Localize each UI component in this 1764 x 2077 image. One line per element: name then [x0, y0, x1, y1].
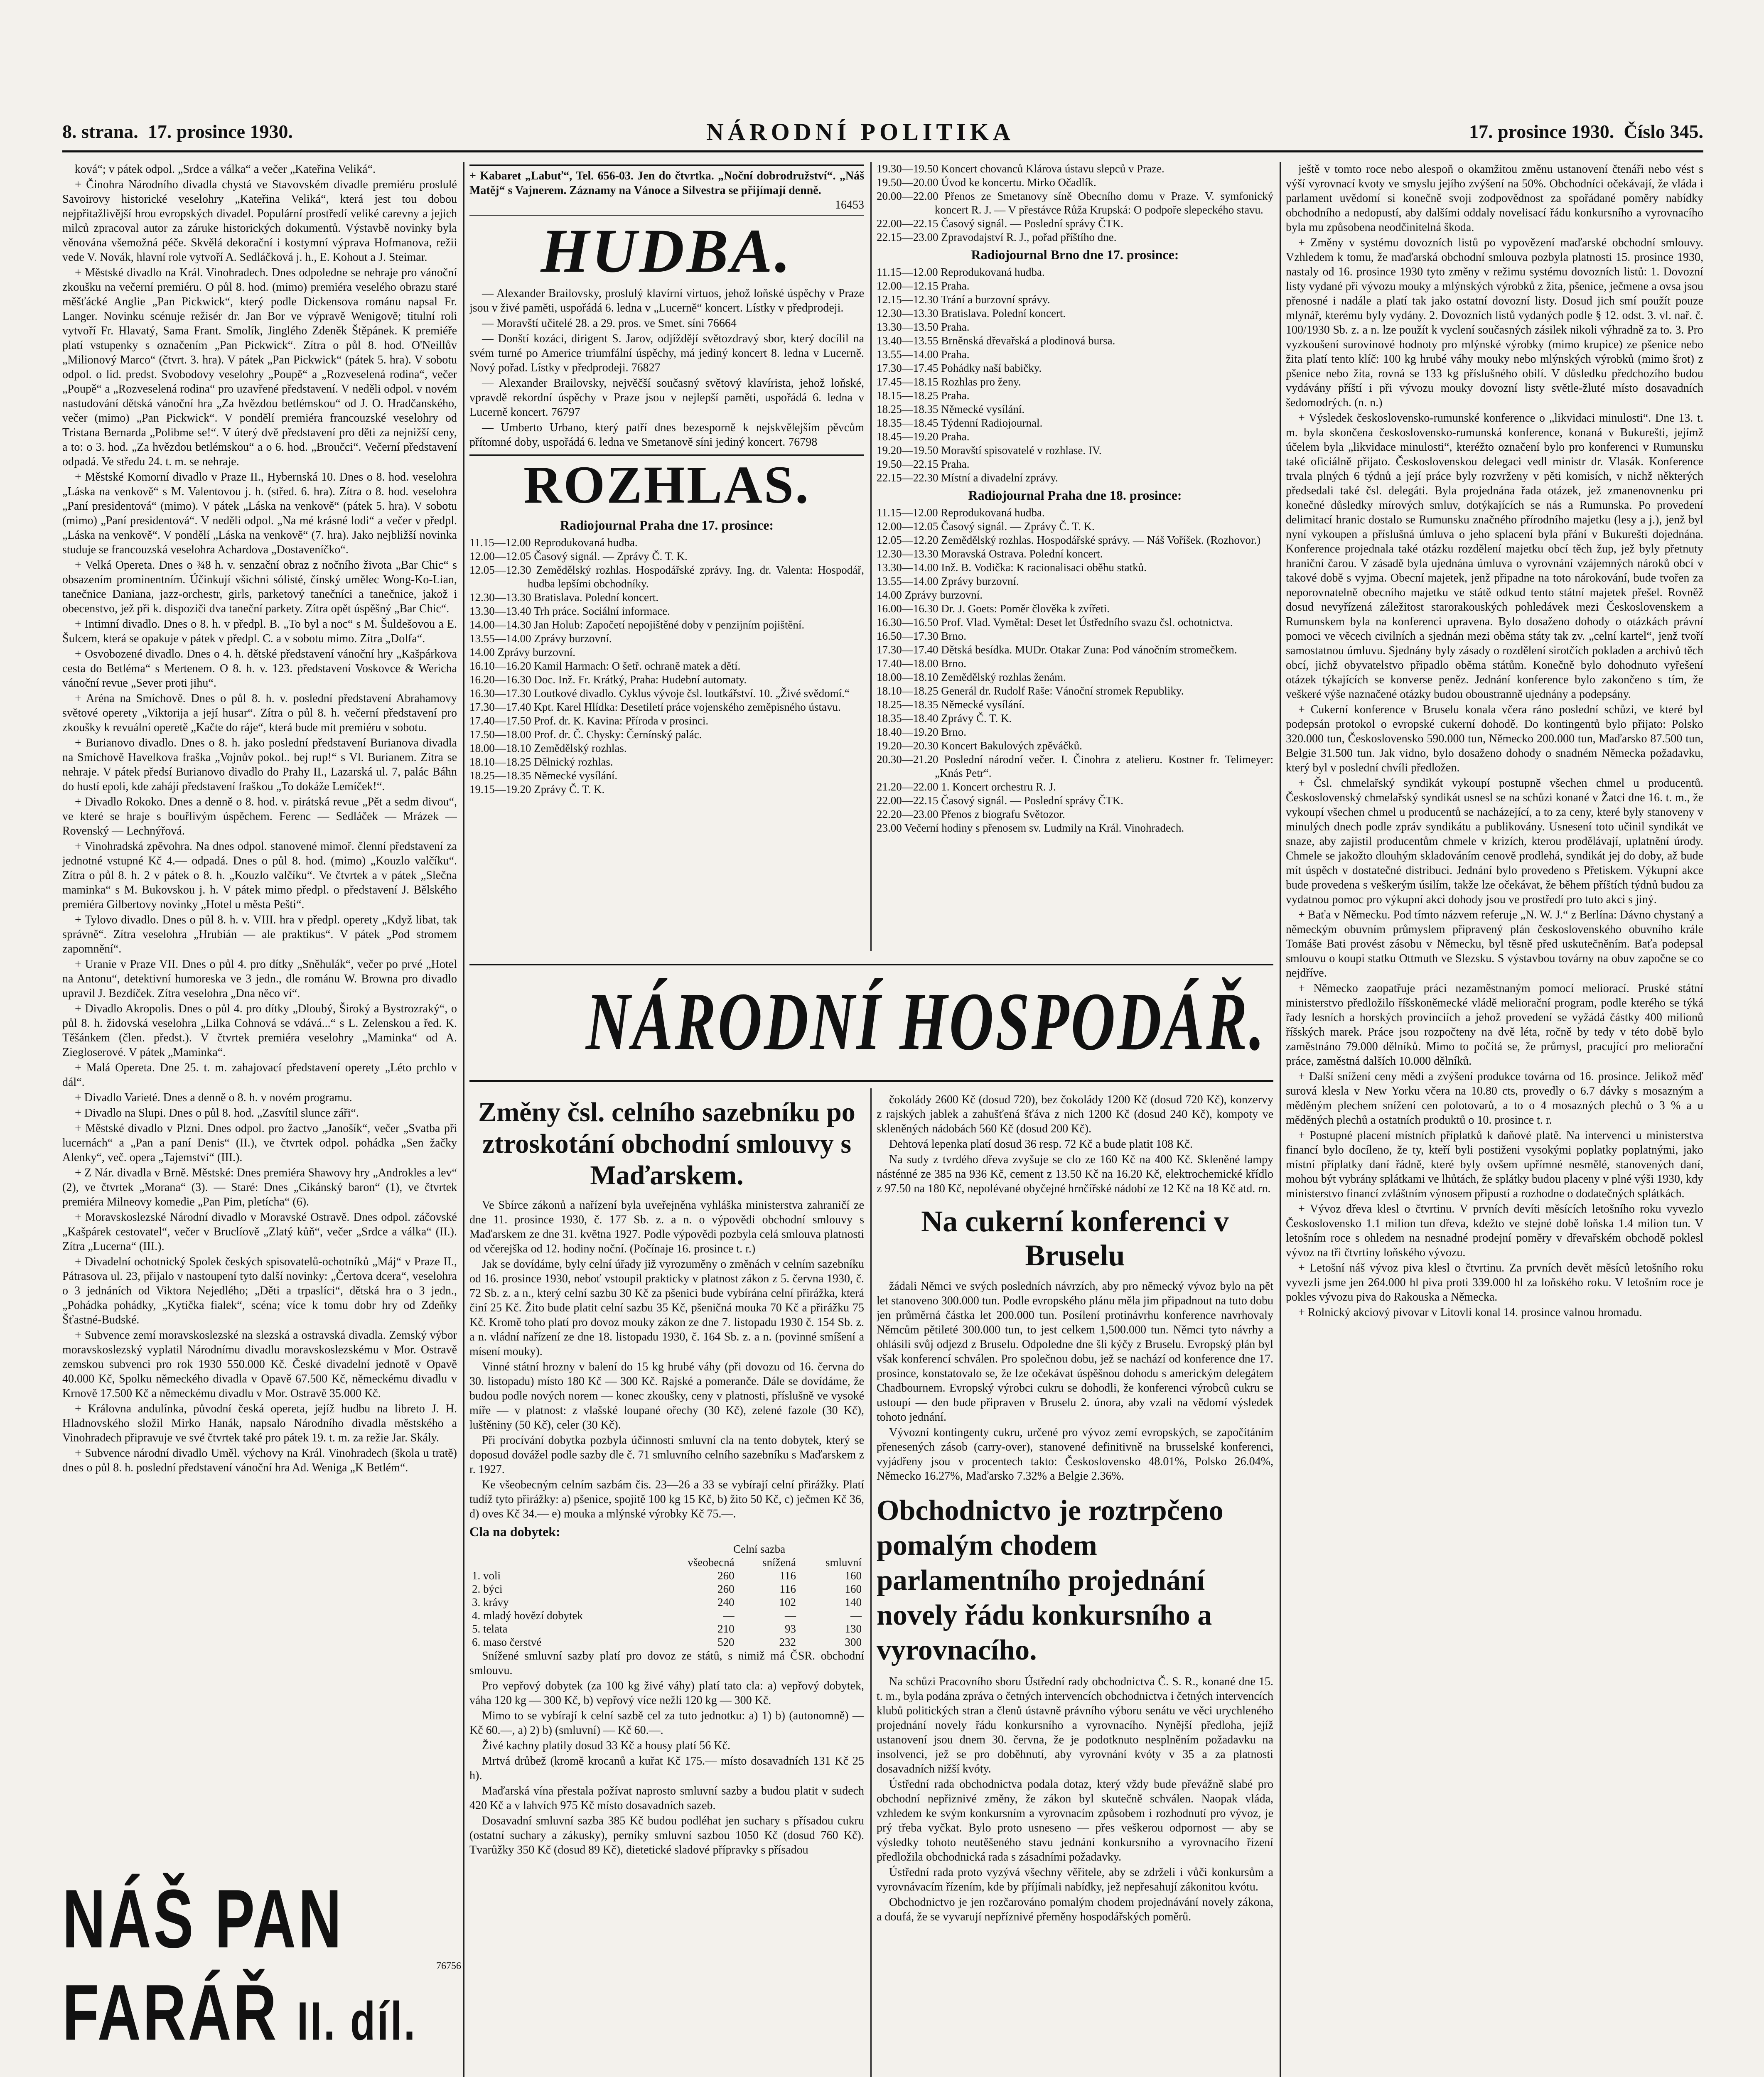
duty-table-cell: 520 — [717, 1636, 735, 1648]
radio-schedule-item: 20.30—21.20 Poslední národní večer. I. Činohra z atelieru. Kostner fr. Telimeyer: „Knás Petr“. — [877, 753, 1273, 779]
radio-schedule-item: 18.10—18.25 Dělnický rozhlas. — [469, 756, 613, 768]
duty-table-cell: 140 — [845, 1596, 862, 1608]
column-divider — [1280, 162, 1281, 2077]
duty-col-contract: smluvní — [825, 1556, 862, 1569]
radio-schedule-item: 12.00—12.05 Časový signál. — Zprávy Č. T. K. — [877, 520, 1095, 533]
economy-news-item: + Výsledek československo-rumunské konference o „likvidaci minulosti“. Dne 13. t. m. byla skončena československo-rumunská konference, konaná v Bukurešti, jejímž účelem byla „likvidace minulosti“, kteréžto označení bylo pro konferenci v Rumunsku také oficiálně přijato. Československou delegaci vedl ministr dr. Vlasák. Konference trvala plných 6 týdnů a její práce byly rozvrženy v pěti komisích, v nichž některých předsedali také čsl. delegáti. Byla projednána řada otázek, jež zmanenovnenku pri konečné důsledky mírových smluv, dotýkajících se nás a Rumunska. Po provedení delimitací hranic dostalo se Rumunsku značného přírodního majetku (lesy a j.), jenž byl nyní vykoupen a příslušná úmluva o jeho splacení byla přání v Bukurešti dojednána. Konference projednala také otázku rozdělení majetku obcí těch žup, jež byly přetnuty hraniční čarou. V zásadě byla ujednána úmluva o vyrovnání vzájemných nároků obcí v takové době s vyjma. Obecní majetek, jenž připadne na toto nárokování, bude tvořen za neporovnatelně obecního majetku ve státě odkud tento státní majetek přešel. Rovněž dosud nevyřízená záležitost starorakouských pohledávek mezi Československem a Rumunskem byla na konferenci upravena. Bylo dosaženo dohody o otázkách právní pomoci ve věcech civilních a sjednán mezi oběma státy tak zv. „celní kartel“, jenž tvoří samostatnou úmluvu. Sjednány byly zásady o rozdělení sirotčích pokladen a archivů těch obcí, jichž obyvatelstvo připadlo oběma státům. Konečně bylo dohodnuto vyřešení otázek týkajících se konverse peněz. Jednání konference bylo zakončeno s tím, že veškeré výše naznačené otázky budou oboustranně ujednány a podepsány. — [1286, 412, 1703, 701]
theatre-news-item: + Divadlo Varieté. Dnes a denně o 8. h. v novém programu. — [75, 1091, 352, 1104]
duty-table-cell: — — [784, 1609, 796, 1622]
economy-news-item: + Postupné placení místních příplatků k daňové platě. Na intervenci u ministerstva financí bylo docíleno, že ty, kteří byli postiženi vysokými poplatky poplatnými, jako místní příplatky daní řádně, které byly ovšem upřímné nesmělé, stanovených daní, mohou být vybrány splátkami ve lhůtách, že splátky budou placeny v plné výši 1930, kdy ministerstvo financí zvláštním výnosem připustí a rozhodne o dodatečných splátkách. — [1286, 1129, 1703, 1200]
masthead-rule — [469, 1080, 1273, 1082]
article-paragraph: Mimo to se vybírají k celní sazbě cel za tuto jednotku: a) 1) b) (autonomně) — Kč 60.—, a) 2) b) (smluvní) — Kč 60.—. — [469, 1709, 864, 1737]
duty-table-cell: 5. telata — [472, 1623, 508, 1635]
radio-schedule-item: 22.15—23.00 Zpravodajství R. J., pořad příštího dne. — [877, 231, 1117, 243]
duty-table-cell: 232 — [779, 1636, 796, 1648]
theatre-news-item: + Moravskoslezské Národní divadlo v Moravské Ostravě. Dnes odpol. záčovské „Kašpárek cestovatel“, večer v Bruclíově „Zlatý kůň“, večer „Srdce a válka“ (II.). Zítra „Lucerna“ (III.). — [62, 1211, 457, 1253]
radio-schedule-item: 17.30—17.45 Pohádky naší babičky. — [877, 362, 1042, 374]
radio-schedule-item: 18.45—19.20 Praha. — [877, 430, 970, 443]
article-paragraph: Obchodnictvo je jen rozčarováno pomalým chodem projednávání novely zákona, a doufá, že se vyvarují nepříznivé přeměny hospodářských poměrů. — [877, 1896, 1273, 1923]
music-news-item: — Alexander Brailovsky, nejvěčší současný světový klavírista, jehož loňské, vpravdě rekordní úspěchy v Praze jsou v nejlepší paměti, uspořádá 6. ledna v Lucerně koncert. 76797 — [469, 377, 864, 419]
radio-schedule-item: 16.10—16.20 Kamil Harmach: O šetř. ochraně matek a dětí. — [469, 660, 741, 672]
economy-news-item: + Cukerní konference v Bruselu konala včera ráno poslední schůzi, ve které byl podepsán protokol o evropské cukerní dohodě. Do kontingentů bylo přijato: Polsko 320.000 tun, Československo 590.000 tun, Německo 200.000 tun, Maďarsko 87.500 tun, Belgie 31.500 tun. Jak vidno, bylo dosaženo dohody o snadném Německa požadavku, který byl v poslední chvíli předložen. — [1286, 703, 1703, 774]
theatre-news-item: + Městské Komorní divadlo v Praze II., Hybernská 10. Dnes o 8. hod. veselohra „Láska na venkově“ s M. Valentovou j. h. (střed. 6. hra). Zítra o 8. hod. veselohra „Paní presidentová“ (mimo). V pátek „Láska na venkově“ (pátek 5. hra). V sobotu (mimo) „Paní presidentová“. V neděli odpol. „Na mé krásné lodi“ a večer v předpl. „Láska na venkově“. V pondělí „Láska na venkově“ (7. hra). Jako nejbližší novinka studuje se francouzská veselohra Achardova „Dostaveníčko“. — [62, 471, 457, 556]
radio-schedule-item: 18.10—18.25 Generál dr. Rudolf Raše: Vánoční stromek Republiky. — [877, 685, 1184, 697]
kabaret-ad — [469, 164, 864, 216]
header-rule — [62, 150, 1703, 152]
radio-schedule-item: 18.00—18.10 Zemědělský rozhlas ženám. — [877, 671, 1066, 683]
theatre-news-item: + Činohra Národního divadla chystá ve Stavovském divadle premiéru proslulé Savoirovy historické veselohry „Kateřina Veliká“, která jest tou dobou nejpřitažlivější hrou evropských divadel. Populární prostředí veliké carevny a jejich milců zpracoval autor za záruke historických dokumentů. Výstavbě novinky byla věnována všemožná péče. Skvělá dekorační i kostymní výprava Hofmanova, režii vede V. Novák, hlavní role vytvoří A. Sedláčková j. h., E. Kohout a J. Steimar. — [62, 178, 457, 264]
radio-schedule-item: 13.30—13.40 Trh práce. Sociální informace. — [469, 605, 670, 617]
article-headline-obchodnictvo: Obchodnictvo je roztrpčeno pomalým chodem parlamentního projednání novely řádu konkursního a vyrovnacího. — [877, 1495, 1223, 1666]
theatre-news-item: + Divadlo Akropolis. Dnes o půl 4. pro dítky „Dloubý, Široký a Bystrozraký“, o půl 8. h. židovská veselohra „Lilka Cohnová se vdává...“ s L. Zelenskou a řed. K. Těšánkem (člen. předst.). V čtvrtek premiéra veselohry „Maminka“ od A. Ziegloserové. V pátek „Maminka“. — [62, 1002, 457, 1059]
duty-table-cell: 102 — [779, 1596, 796, 1608]
duty-table-cell: — — [723, 1609, 735, 1622]
radio-schedule-item: 13.55—14.00 Zprávy burzovní. — [469, 632, 612, 645]
duty-table-cell: 160 — [845, 1583, 862, 1595]
kabaret-ad-number: 16453 — [835, 199, 864, 211]
duty-table-head — [469, 1542, 864, 1556]
theatre-news-item: + Městské divadlo v Plzni. Dnes odpol. pro žactvo „Janošík“, večer „Svatba při lucernách“ a „Pan a paní Denis“ (II.), ve čtvrtek odpol. pohádka „Sen žačky Alenky“, več. opera „Tajemství“ (III.). — [62, 1122, 457, 1164]
radio-schedule-item: 17.40—17.50 Prof. dr. K. Kavina: Příroda v prosinci. — [469, 714, 709, 727]
duty-table-cell: 6. maso čerstvé — [472, 1636, 542, 1648]
rozhlas-subtitle: Radiojournal Praha dne 17. prosince: — [560, 518, 774, 533]
duty-table-cell: 93 — [784, 1623, 796, 1635]
radio-schedule-item: 16.50—17.30 Brno. — [877, 630, 966, 642]
article-headline: Změny čsl. celního sazebníku po ztroskotání obchodní smlouvy s Maďarskem. — [478, 1097, 855, 1191]
duty-table-cell: 160 — [845, 1569, 862, 1582]
radio-schedule-item: 11.15—12.00 Reprodukovaná hudba. — [877, 266, 1045, 278]
ad-line-2: FARÁŘ II. díl. — [62, 1969, 417, 2057]
article-paragraph: Vývozní kontingenty cukru, určené pro vývoz zemí evropských, se započítáním přenesených zásob (carry-over), stanovené definitivně na brusselské konferenci, vyjádřeny jsou v procentech takto: Československo 48.01%, Polsko 26.04%, Německo 16.27%, Maďarsko 7.32% a Belgie 2.36%. — [877, 1426, 1273, 1483]
theatre-news-item: + Velká Opereta. Dnes o ¾8 h. v. senzační obraz z nočního života „Bar Chic“ s obsazením prominentním. Účinkují všichni sólisté, čínský umělec Wong-Ko-Lian, tanečnice Daniana, jazz-orchestr, girls, parketový tanečníci a tanečnice, jakož i obecenstvo, jež při k. dispoziči dva taneční parkety. Zítra opět úspěšný „Bar Chic“. — [62, 559, 457, 615]
page-number: 8. strana. 17. prosince 1930. — [62, 121, 293, 142]
issue-info: 17. prosince 1930. Číslo 345. — [1469, 121, 1703, 142]
radio-schedule-item: 13.30—14.00 Inž. B. Vodička: K racionalisaci oběhu statků. — [877, 561, 1147, 574]
ad-number: 76756 — [436, 1961, 461, 1971]
radio-schedule-item: 19.20—19.50 Moravští spisovatelé v rozhlase. IV. — [877, 444, 1102, 457]
brno-schedule — [877, 265, 1273, 485]
article-paragraph: Vinné státní hrozny v balení do 15 kg hrubé váhy (při dovozu od 16. června do 30. listopadu) místo 180 Kč — 300 Kč. Rajské a pomeranče. Dále se dovídáme, že budou podle nových norem — konec zkoušky, ceny v platnosti, příslušně ve vysoké míře — v platnost: z vlašské loupané ořechy (30 Kč), zelené fazole (30 Kč), luštěniny (50 Kč), celer (30 Kč). — [469, 1360, 864, 1431]
page-header — [62, 120, 1703, 145]
economy-news-item: + Vývoz dřeva klesl o čtvrtinu. V prvních devíti měsících letošního roku vyvezlo Československo 1.1 milion tun dřeva, kdežto ve stejné době loňska 1.4 milion tun. V letošním roce s ohledem na nesnadné prodejní poměry v dřevařském obchodě poklesl vývoz na tři čtvrtiny loňského vývozu. — [1286, 1203, 1703, 1259]
duty-table — [469, 1542, 864, 1649]
section-title-rozhlas: ROZHLAS. — [469, 454, 864, 514]
ad-line-1: NÁŠ PAN — [62, 1873, 344, 1965]
duty-table-header: Celní sazba — [733, 1543, 786, 1555]
theatre-news-item: + Divadelní ochotnický Spolek českých spisovatelů-ochotníků „Máj“ v Praze II., Pátrasova ul. 23, přijalo v nastoupení tyto další novinky: „Čertova dcera“, veselohra o 3 jednáních od Viktora Nejedlého; „Děti a trpaslíci“, dětská hra o 3 jedn., „Pohádka pohádky, „Kytička fialek“, scéna; více k tomu dobr hry od Zdeňky Šťastné-Budské. — [62, 1255, 457, 1326]
brno-title: Radiojournal Brno dne 17. prosince: — [971, 247, 1179, 262]
radio-schedule-item: 16.30—17.30 Loutkové divadlo. Cyklus vývoje čsl. loutkářství. 10. „Živé svědomí.“ — [469, 687, 850, 700]
radio-schedule-item: 20.00—22.00 Přenos ze Smetanovy síně Obecního domu v Praze. V. symfonický koncert R. J. — V přestávce Růža Krupská: O podpoře slepeckého stavu. — [877, 190, 1273, 216]
radio-schedule-item: 19.50—22.15 Praha. — [877, 458, 970, 470]
radio-schedule-item: 19.15—19.20 Zprávy Č. T. K. — [469, 783, 605, 795]
article-paragraph: Živé kachny platily dosud 33 Kč a housy platí 56 Kč. — [482, 1739, 730, 1752]
radio-schedule-item: 13.55—14.00 Praha. — [877, 348, 970, 361]
article-paragraph: žádali Němci ve svých posledních návrzích, aby pro německý vývoz bylo na pět let stanoveno 300.000 tun. Podle evropského plánu měla jim připadnout na tuto dobu jen průměrná částka let 200.000 tun. Posílení protinávrhu konference navrhovaly Němcům pětileté 300.000 tun, to jest celkem 1,500.000 tun. Němci tyto návrhy a ohlásili svůj odjezd z Bruselu. Odpoledne dne šli kýčy z Bruselu. Evropský plán byl však konferencí schválen. Pro společnou dobu, jež se nachází od konference dne 17. prosince, konstatovalo se, že lze očekávat úspěšnou dohodu s americkým delegátem Chadbournem. Evropský výrobci cukru se dohodli, že konferenci výrobců cukru se ustoupí — den bude připraven v Bruselu 2. února, aby vzali na vědomí výsledek tohoto jednání. — [877, 1280, 1273, 1424]
music-news-item: — Alexander Brailovsky, proslulý klavírní virtuos, jehož loňské úspěchy v Praze jsou v živé paměti, uspořádá 6. ledna v „Lucerně“ koncert. Lístky v předprodeji. — [469, 287, 864, 314]
article-body — [877, 1093, 1273, 1196]
music-radio-column — [469, 162, 864, 943]
radio-schedule-item: 17.40—18.00 Brno. — [877, 657, 966, 670]
article-paragraph: Snížené smluvní sazby platí pro dovoz ze států, s nimiž má ČSR. obchodní smlouvu. — [469, 1650, 864, 1677]
praha-evening-schedule — [877, 162, 1273, 244]
rozhlas-schedule — [469, 536, 864, 796]
duty-table-cell: 260 — [717, 1569, 735, 1582]
radio-schedule-item: 13.40—13.55 Brněnská dřevařská a plodinová bursa. — [877, 334, 1115, 347]
section-masthead: NÁRODNÍ HOSPODÁŘ. — [586, 976, 1266, 1068]
economy-news-item: ještě v tomto roce nebo alespoň o okamžitou změnu ustanovení čtenáři nebo vést s výší vyrovnací kvoty ve smyslu jejího zvýšení na 50%. Obchodníci očekávají, že vláda i parlament uvědomí si konečně svoji zodpovědnost za spořádané poměry nabídky obchodního a nedopustí, aby dalšími oddaly novelisací řádu konkursního a vyrovnacího byla mu způsobena neodčinitelná škoda. — [1286, 163, 1703, 234]
radio-schedule-item: 12.00—12.15 Praha. — [877, 280, 970, 292]
radio-schedule-item: 12.05—12.20 Zemědělský rozhlas. Hospodářské správy. — Náš Voříšek. (Rozhovor.) — [877, 534, 1261, 546]
column-divider — [870, 1088, 872, 2077]
economy-news-item: + Rolnický akciový pivovar v Litovli konal 14. prosince valnou hromadu. — [1298, 1306, 1642, 1319]
radio-schedule-item: 16.00—16.30 Dr. J. Goets: Poměr člověka k zvířeti. — [877, 602, 1110, 615]
economy-news-item: + Další snížení ceny mědi a zvýšení produkce továrna od 16. prosince. Jelikož měď surová klesla v New Yorku včera na 10.80 cts, provedly o 6.7 dávky s mosazným a měděným plechem snížení cen polotovarů, a to o 4 mosazných plechů o 3 % a u měděných plechů a ostatních produktů o 10. prosince t. r. — [1286, 1070, 1703, 1127]
article-body-cukr — [877, 1279, 1273, 1483]
article-paragraph: Jak se dovídáme, byly celní úřady již vyrozuměny o změnách v celním sazebníku od 16. prosince 1930, neboť vstoupil prakticky v platnost zákon z 5. června 1930, č. 72 Sb. z. a n., který celní sazbu 30 Kč za pšenici bude vybírána celní přirážka, která činí 25 Kč. Žito bude platit celní sazbu 35 Kč, pšeničná mouka 70 Kč a přirážku 75 Kč. Kromě toho platí pro dovoz mouky zákon ze dne 7. listopadu 1930 č. 154 Sb. z. a n. vládní nařízení ze dne 18. listopadu 1930, č. 164 Sb. z. a n. (povinné smíšení a mísení mouky). — [469, 1258, 864, 1358]
praha18-title: Radiojournal Praha dne 18. prosince: — [968, 488, 1182, 503]
radio-schedule-item: 18.25—18.35 Německé vysílání. — [877, 698, 1025, 711]
article-paragraph: Na sudy z tvrdého dřeva zvyšuje se clo ze 160 Kč na 400 Kč. Skleněné lampy násténné ze 385 na 936 Kč, cement z 13.50 Kč na 16.20 Kč, elektrochemické křídlo z 97.50 na 180 Kč, nepolévané obyčejné hrnčířské nádobí ze 12 Kč na 18 Kč atd. rn. — [877, 1153, 1273, 1195]
newspaper-title: NÁRODNÍ POLITIKA — [706, 118, 1015, 145]
duty-table-row — [469, 1622, 864, 1635]
radio-schedule-item: 22.00—22.15 Časový signál. — Poslední správy ČTK. — [877, 794, 1123, 807]
economy-column — [1286, 162, 1703, 2077]
duty-table-row — [469, 1609, 864, 1622]
music-news-item: — Moravští učitelé 28. a 29. pros. ve Smet. síni 76664 — [482, 317, 737, 330]
radio-schedule-item: 17.30—17.40 Kpt. Karel Hlídka: Desetiletí práce vojenského zeměpisného ústavu. — [469, 701, 841, 713]
article-paragraph: Maďarská vína přestala požívat naprosto smluvní sazby a budou platit v sudech 420 Kč a v lahvích 975 Kč místo dosavadních sazeb. — [469, 1785, 864, 1812]
radio-schedule-item: 19.50—20.00 Úvod ke koncertu. Mirko Očadlík. — [877, 176, 1096, 189]
economy-news-item: + Baťa v Německu. Pod tímto názvem referuje „N. W. J.“ z Berlína: Dávno chystaný a německým obuvním průmyslem připravený plán československého obuvního krále Tomáše Bati provést zásobu v Německu, byl těsně před uskutečněním. Baťa podepsal smlouvu o koupi statku Ottmuth ve Slezsku. S výstavbou továrny na obuv započne se co nejdříve. — [1286, 908, 1703, 980]
radio-schedule-item: 16.30—16.50 Prof. Vlad. Vymětal: Deset let Ústředního svazu čsl. ochotnictva. — [877, 616, 1233, 629]
radio-schedule-item: 18.25—18.35 Německé vysílání. — [469, 769, 618, 782]
radio-schedule-item: 12.05—12.30 Zemědělský rozhlas. Hospodářské zprávy. Ing. dr. Valenta: Hospodář, hudba lepšími obchodníky. — [469, 564, 864, 590]
radio-schedule-item: 18.25—18.35 Německé vysílání. — [877, 403, 1025, 415]
column-divider — [463, 162, 464, 2077]
article-paragraph: Ústřední rada proto vyzývá všechny věřitele, aby se zdrželi i vůči konkursům a vyrovnávacím řízením, kde by příjímali nabídky, jež nepřesahují zákonitou kvótu. — [877, 1866, 1273, 1893]
column-divider — [870, 162, 872, 951]
article-paragraph: Mrtvá drůbež (kromě krocanů a kuřat Kč 175.— místo dosavadních 131 Kč 25 h). — [469, 1755, 864, 1782]
theatre-news-item: + Intimní divadlo. Dnes o 8. h. v předpl. B. „To byl a noc“ s M. Šuldešovou a E. Šulcem, která se opakuje v pátek v předpl. C. a v sobotu mimo. Zítra „Dolfa“. — [62, 618, 457, 645]
theatre-news-item: + Subvence zemí moravskoslezské na slezská a ostravská divadla. Zemský výbor moravskoslezský vyplatil Národnímu divadlu moravskoslezskému v Mor. Ostravě zemskou subvenci pro rok 1930 550.000 Kč. České divadelní jednotě v Opavě 40.000 Kč, Spolku německého divadla v Opavě 67.500 Kč, německému divadlu v Krnově 17.500 Kč a německému divadlu v Mor. Ostravě 35.000 Kč. — [62, 1329, 457, 1400]
music-news-item: — Donští kozáci, dirigent S. Jarov, odjíždějí světozdravý sbor, který docílil na svém turné po Americe triumfální úspěchy, má jediný koncert 8. ledna v Lucerně. Nový pořad. Lístky v předprodeji. 76827 — [469, 332, 864, 374]
radio-schedule-item: 11.15—12.00 Reprodukovaná hudba. — [877, 506, 1045, 519]
article-paragraph: Ve Sbírce zákonů a nařízení byla uveřejněna vyhláška ministerstva zahraničí ze dne 11. prosince 1930, č. 177 Sb. z. a n. o výpovědi obchodní smlouvy s Maďarskem ze dne 31. května 1927. Podle výpovědi pozbyla celá smlouva platnosti od včerejška od 12. hodiny noční. (Počínaje 16. prosince t. r.) — [469, 1199, 864, 1255]
economy-news-item: + Čsl. chmelařský syndikát vykoupí postupně všechen chmel u producentů. Československý chmelařský syndikát usnesl se na schůzi konané v Žatci dne 16. t. m., že vykoupí všechen chmel u producentů se nacházející, a to za ceny, které byly stanoveny v minulých dnech podle zpráv syndikátu a publikovány. Usnesení toto učinil syndikát ve snaze, aby zajistil producentům chmele v krizích, kterou prodělávají, uplatnění úrody. Chmele se jakožto dlouhým skladováním cenově prodlehá, syndikát jej do doby, až bude mít úspěch v dostatečné distribuci. Jednání bylo provedeno s Přetiskem. Výkupní akce bude provedena s veškerým úsilím, takže lze očekávat, že během příštích týdnů budou za vydatnou pomoc pro výkupní akci dohody jsou ve prostředí pro tuto akci s jiný. — [1286, 777, 1703, 906]
duty-table-cell: 116 — [779, 1569, 796, 1582]
article-paragraph: čokolády 2600 Kč (dosud 720), bez čokolády 1200 Kč (dosud 720 Kč), konzervy z rajských jablek a zahušťená šťáva z nich 1200 Kč (dosud 240 Kč), kompoty ve skleněných nádobách 560 Kč (dosud 200 Kč). — [877, 1093, 1273, 1135]
advertisement-nas-pan-farar — [62, 1873, 461, 2060]
radio-schedule-item: 19.20—20.30 Koncert Bakulových zpěváčků. — [877, 739, 1082, 752]
radio-schedule-item: 11.15—12.00 Reprodukovaná hudba. — [469, 536, 638, 549]
radio-schedule-item: 22.15—22.30 Místní a divadelní zprávy. — [877, 471, 1058, 484]
radio-schedule-item: 19.30—19.50 Koncert chovanců Klárova ústavu slepců v Praze. — [877, 162, 1165, 175]
radio-schedule-item: 22.20—23.00 Přenos z biografu Světozor. — [877, 808, 1065, 820]
radio-schedule-item: 18.00—18.10 Zemědělský rozhlas. — [469, 742, 627, 754]
article-paragraph: Na schůzi Pracovního sboru Ústřední rady obchodnictva Č. S. R., konané dne 15. t. m., byla podána zpráva o četných intervencích obchodnictva i četných intervencích klubů politických stran a členů ústavně právního výboru senátu ve věci urychleného projednání novely řádu konkursního a vyrovnacího. Nynější předloha, jejíž ustanovení jsou dnem 30. června, že je podotknuto nesplněním požadavku na insolvenci, jež se pro doběhnutí, aby vyrovnání kvóty v 35 a za platnosti dosavadních nižší kvóty. — [877, 1675, 1273, 1775]
radio-schedule-item: 16.20—16.30 Doc. Inž. Fr. Krátký, Praha: Hudební automaty. — [469, 673, 747, 686]
duty-table-cell: 300 — [845, 1636, 862, 1648]
duty-table-cell: 130 — [845, 1623, 862, 1635]
duty-table-row — [469, 1635, 864, 1649]
masthead-rule — [469, 964, 1273, 965]
duty-table-cell: 1. voli — [472, 1569, 501, 1582]
music-news-item: — Umberto Urbano, který patří dnes bezesporně k nejskvělejším pěvcům přítomné doby, uspořádá 6. ledna ve Smetanově síni jediný koncert. 76798 — [469, 421, 864, 449]
economy-news-item: + Německo zaopatřuje práci nezaměstnaným pomocí meliorací. Pruské státní ministerstvo předložilo říšskoněmecké vládě meliorační program, podle kterého se týká řady lesních a horských provinciích a jehož provedení se vyžádá částky 400 milionů říšských marek. Práce jsou rozpočteny na dvě léta, ročně by tedy v této době bylo zaměstnáno 79.000 dělníků. Mimo to počítá se, že průmysl, pracující pro meliorační práce, zaměstná dalších 10.000 dělníků. — [1286, 982, 1703, 1068]
article-paragraph: Dehtová lepenka platí dosud 36 resp. 72 Kč a bude platit 108 Kč. — [889, 1138, 1193, 1151]
theatre-news-item: + Osvobozené divadlo. Dnes o 4. h. dětské představení vánoční hry „Kašpárkova cesta do Betléma“ s Mertenem. O 8. h. v. 123. představení Voskovce & Wericha vánoční revue „Sever proti jihu“. — [62, 648, 457, 690]
radio-schedule-item: 14.00 Zprávy burzovní. — [469, 646, 575, 658]
theatre-news-item: + Královna andulínka, původní česká opereta, jejíž hudbu na libreto J. H. Hladnovského složil Mirko Hanák, napsalo Národního divadla městského a Vinohradech připravuje ve své čtvrtek také pro pátek 19. t. m. za režie Jar. Skály. — [62, 1402, 457, 1444]
radio-schedule-item: 14.00 Zprávy burzovní. — [877, 589, 983, 601]
theatre-news-item: + Divadlo Rokoko. Dnes a denně o 8. hod. v. pirátská revue „Pět a sedm divou“, ve které se hraje s bouřlivým úspěchem. Ferenc — Sedláček — Mrázek — Rovenský — Lechnýřová. — [62, 795, 457, 837]
radio-schedule-item: 18.15—18.25 Praha. — [877, 389, 970, 402]
radio-schedule-item: 17.45—18.15 Rozhlas pro ženy. — [877, 376, 1021, 388]
radio-schedule-item: 12.30—13.30 Bratislava. Polední koncert. — [877, 307, 1066, 319]
article-body — [469, 1198, 864, 1521]
article-body-continued — [469, 1649, 864, 1857]
radio-schedule-item: 13.55—14.00 Zprávy burzovní. — [877, 575, 1019, 587]
duty-table-cell: 240 — [717, 1596, 735, 1608]
section-title-hudba: HUDBA. — [541, 216, 793, 285]
duty-table-row — [469, 1569, 864, 1582]
theatre-news-item: + Burianovo divadlo. Dnes o 8. h. jako poslední představení Burianova divadla na Smíchově Havelkova fraška „Vojnův pokol.. bej rup!“ s Vl. Burianem. Zítra se nehraje. V pátek předsí Burianovo divadlo do Prahy II., Lazarská ul. 7, palác Báhn do hustí epoli, kde zahájí představení fraškou „To dokáže Lemíček!“. — [62, 737, 457, 793]
theatre-news-item: + Aréna na Smíchově. Dnes o půl 8. h. v. poslední představení Abrahamovy světové operety „Viktorija a její husar“. Zítra o půl 8. h. večerní představení pro zkoušky k revuální operetě „Kačte do ráje“, která bude mít premiéru v sobotu. — [62, 692, 457, 734]
theatre-news-item: + Městské divadlo na Král. Vinohradech. Dnes odpoledne se nehraje pro vánoční zkoušku na večerní premiéru. O půl 8. hod. (mimo) premiéra veselého obrazu staré měšťácké Anglie „Pan Pickwick“, který podle Dickensova románu napsal Fr. Langer. Novinku scénuje režisér dr. Jan Bor ve výpravě Wenigově; titulní roli vytvoří Fr. Hlavatý, Sama Frant. Smolík, Jinglého Zdeněk Štěpánek. K premiéře platí vstupenky s označením „Pan Pickwick“. Zítra o půl 8. hod. O'Neillův „Milionový Marco“ (čtvrt. 3. hra). V pátek „Pan Pickwick“ (pátek 5. hra). V sobotu odpol. o lid. predst. Svobodovy veselohry „Poupě“ a „Rozveselená rodina“, večer „Poupě“ a „Rozveselená rodina“ pro uzavřené představení. V neděli odpol. v novém nastudování dětská vánoční hra „Za hvězdou betlémskou“ od J. O. Hradčanského, večer (mimo) „Pan Pickwick“. V pondělí premiéra francouzské veselohry od Tristana Bernarda „Polibme se!“. V úterý dvě představení pro děti za nejnižší ceny, a to: o 3. hod. „Za hvězdou betlémskou“ a o 6. hod. „Broučci“. Večerní představení odpadá. Ve středu 24. t. m. se nehraje. — [62, 266, 457, 468]
theatre-news-item: + Z Nár. divadla v Brně. Městské: Dnes premiéra Shawovy hry „Androkles a lev“ (2), ve čtvrtek „Morana“ (3). — Staré: Dnes „Cikánský baron“ (1), ve čtvrtek premiéra Milneovy komedie „Pan Pim, pletícha“ (6). — [62, 1166, 457, 1208]
theatre-news-item: + Divadlo na Slupi. Dnes o půl 8. hod. „Zasvítil slunce záři“. — [75, 1107, 359, 1120]
theatre-news-item: + Uranie v Praze VII. Dnes o půl 4. pro dítky „Sněhulák“, večer po prvé „Hotel na Antonu“, detektivní humoreska ve 3 jedn., dle románu W. Browna pro divadlo upravil J. Bezdíček. Zítra veselohra „Dna něco ví“. — [62, 958, 457, 1000]
radio-schedule-item: 12.15—12.30 Trání a burzovní správy. — [877, 293, 1050, 306]
theatre-news-item: ková“; v pátek odpol. „Srdce a válka“ a večer „Kateřina Veliká“. — [75, 163, 376, 176]
article-paragraph: Pro vepřový dobytek (za 100 kg živé váhy) platí tato cla: a) vepřový dobytek, váha 120 kg — 300 Kč, b) vepřový více nežli 120 kg — 300 Kč. — [469, 1679, 864, 1707]
radio-schedule-item: 13.30—13.50 Praha. — [877, 321, 970, 333]
article-celni-sazebnik — [469, 1093, 864, 2077]
article-cukr-obchodnictvo — [877, 1093, 1273, 2077]
article-paragraph: Ústřední rada obchodnictva podala dotaz, který vždy bude převážně slabé pro obchodní nepřiznivé změny, že zákon byl skutečně schválen. Naopak vláda, vzhledem ke svým konkursním a vyrovnacím způsobem i rozhodnutí pro vývoz, je prý třeba vyčkat. Bylo proto usneseno — přes veškerou odpornost — aby se výsledky tohoto neutěšeného stavu jednání konkursního a vyrovnacího řízení předložila obchodnická rada s zásadními požadavky. — [877, 1778, 1273, 1863]
duty-table-cell: 116 — [779, 1583, 796, 1595]
radio-schedule-item: 12.00—12.05 Časový signál. — Zprávy Č. T. K. — [469, 550, 688, 562]
article-headline-cukr: Na cukerní konferenci v Bruselu — [921, 1205, 1229, 1272]
duty-table-subhead — [469, 1556, 864, 1569]
radio-schedule-item: 18.35—18.40 Zprávy Č. T. K. — [877, 712, 1012, 724]
hudba-list — [469, 286, 864, 449]
duty-table-cell: 4. mladý hovězí dobytek — [472, 1609, 583, 1622]
duty-table-cell: — — [850, 1609, 862, 1622]
economy-news-item: + Změny v systému dovozních listů po vypovězení maďarské obchodní smlouvy. Vzhledem k tomu, že maďarská obchodní smlouva pozbyla platnosti 15. prosince 1930, nastaly od 16. prosince 1930 tyto změny v režimu systému dovozních listů: 1. Dovozní listy vydané při vývozu mouky a mlýnských výrobků z žita, pšenice, ječmene a ovsa jsou přenosné i nadále a platí tak jako ostatní dovozní listy. Dosud jich smí použít pouze mlynář, kterému byly vydány. 2. Dovozních listů vydaných podle § 12. odst. 3. vl. nař. č. 100/1930 Sb. z. a n. lze použít k vyclení současných zásilek nikoli výhradně za to. 3. Pro vyzkoušení surovinové hodnoty pro mlýnské výrobky (mimo krupice) ze pšenice nebo žita platí tento klíč: 100 kg hrubé váhy mouky nebo mlýnských výrobků (mimo šrot) z pšenice nebo žita, rovná se 133 kg příslušného obilí. V důsledku předchozího budou vydávány příští i při vývozu mouky dovozní listy světle-žluté místo dosavadních šedomodrých. (n. n.) — [1286, 236, 1703, 409]
radio-column — [877, 162, 1273, 943]
article-paragraph: Ke všeobecným celním sazbám čis. 23—26 a 33 se vybírají celní přirážky. Platí tudíž tyto přirážky: a) pšenice, spojitě 100 kg 15 Kč, b) žito 50 Kč, c) ječmen Kč 36, d) oves Kč 34.— e) mouka a mlýnské výrobky Kč 75.—. — [469, 1478, 864, 1520]
radio-schedule-item: 18.40—19.20 Brno. — [877, 726, 966, 738]
article-paragraph: Při procívání dobytka pozbyla účinnosti smluvní cla na tento dobytek, který se doposud dovážel podle sazby dle č. 71 smluvního celního sazebníku s Maďarskem z r. 1927. — [469, 1434, 864, 1476]
article-paragraph: Dosavadní smluvní sazba 385 Kč budou podléhat jen suchary s přísadou cukru (ostatní suchary a zákusky), perníky smluvní sazbou 1050 Kč (dosud 760 Kč). Tvarůžky 350 Kč (dosud 89 Kč), dietetické sladové přípravky s přísadou — [469, 1814, 864, 1856]
theatre-column — [62, 162, 457, 1865]
duty-table-cell: 260 — [717, 1583, 735, 1595]
radio-schedule-item: 23.00 Večerní hodiny s přenosem sv. Ludmily na Král. Vinohradech. — [877, 822, 1184, 834]
duty-col-general: všeobecná — [688, 1556, 735, 1569]
duty-table-row — [469, 1596, 864, 1609]
radio-schedule-item: 12.30—13.30 Moravská Ostrava. Polední koncert. — [877, 547, 1103, 560]
table-title: Cla na dobytek: — [469, 1524, 560, 1539]
radio-schedule-item: 21.20—22.00 1. Koncert orchestru R. J. — [877, 781, 1056, 793]
radio-schedule-item: 14.00—14.30 Jan Holub: Započetí nepojištěné doby v penzijním pojištění. — [469, 619, 805, 631]
radio-schedule-item: 12.30—13.30 Bratislava. Polední koncert. — [469, 591, 659, 604]
duty-table-cell: 3. krávy — [472, 1596, 509, 1608]
economy-news-item: + Letošní náš vývoz piva klesl o čtvrtinu. Za prvních devět měsíců letošního roku vyvezli jsme jen 264.000 hl piva proti 339.000 hl za loňského roku. V letošním roce je pokles vývozu piva do Rakouska a Německa. — [1286, 1262, 1703, 1304]
radio-schedule-item: 22.00—22.15 Časový signál. — Poslední správy ČTK. — [877, 217, 1123, 230]
theatre-news-item: + Tylovo divadlo. Dnes o půl 8. h. v. VIII. hra v předpl. operety „Když libat, tak správně“. Zítra veselohra „Hrubián — ale praktikus“. V pátek „Pod stromem zapomnění“. — [62, 913, 457, 955]
duty-col-reduced: snížená — [762, 1556, 796, 1569]
duty-table-cell: 210 — [717, 1623, 735, 1635]
radio-schedule-item: 17.50—18.00 Prof. dr. Č. Chysky: Černínský palác. — [469, 728, 702, 741]
duty-table-row — [469, 1582, 864, 1596]
praha18-schedule — [877, 506, 1273, 835]
theatre-news-item: + Vinohradská zpěvohra. Na dnes odpol. stanovené mimoř. členní představení za jednotné vstupné Kč 4.— odpadá. Dnes o půl 8. hod. (mimo) „Kouzlo valčíku“. Zítra o půl 8. h. 2 v pátek o 8. h. „Kouzlo valčíku“. Ve čtvrtek a v pátek „Slečna maminka“ s M. Bukovskou j. h. V pátek mimo předpl. o představení J. Bělského premiéra Gilbertovy novinky „Hotel u města Pešti“. — [62, 840, 457, 911]
theatre-news-item: + Subvence národní divadlo Uměl. výchovy na Král. Vinohradech (škola u tratě) dnes o půl 8. h. poslední představení vánoční hra Ad. Weniga „K Betlém“. — [62, 1447, 457, 1474]
kabaret-ad-text: + Kabaret „Labuť“, Tel. 656-03. Jen do čtvrtka. „Noční dobrodružství“. „Náš Matěj“ s Vajnerem. Záznamy na Vánoce a Silvestra se přijímají denně. — [469, 169, 864, 197]
radio-schedule-item: 17.30—17.40 Dětská besídka. MUDr. Otakar Zuna: Pod vánočním stromečkem. — [877, 643, 1237, 656]
article-body-obchodnictvo — [877, 1674, 1273, 1924]
duty-table-cell: 2. býci — [472, 1583, 503, 1595]
radio-schedule-item: 18.35—18.45 Týdenní Radiojournal. — [877, 417, 1043, 429]
theatre-news-item: + Malá Opereta. Dne 25. t. m. zahajovací představení operety „Léto prchlo v dál“. — [62, 1061, 457, 1089]
